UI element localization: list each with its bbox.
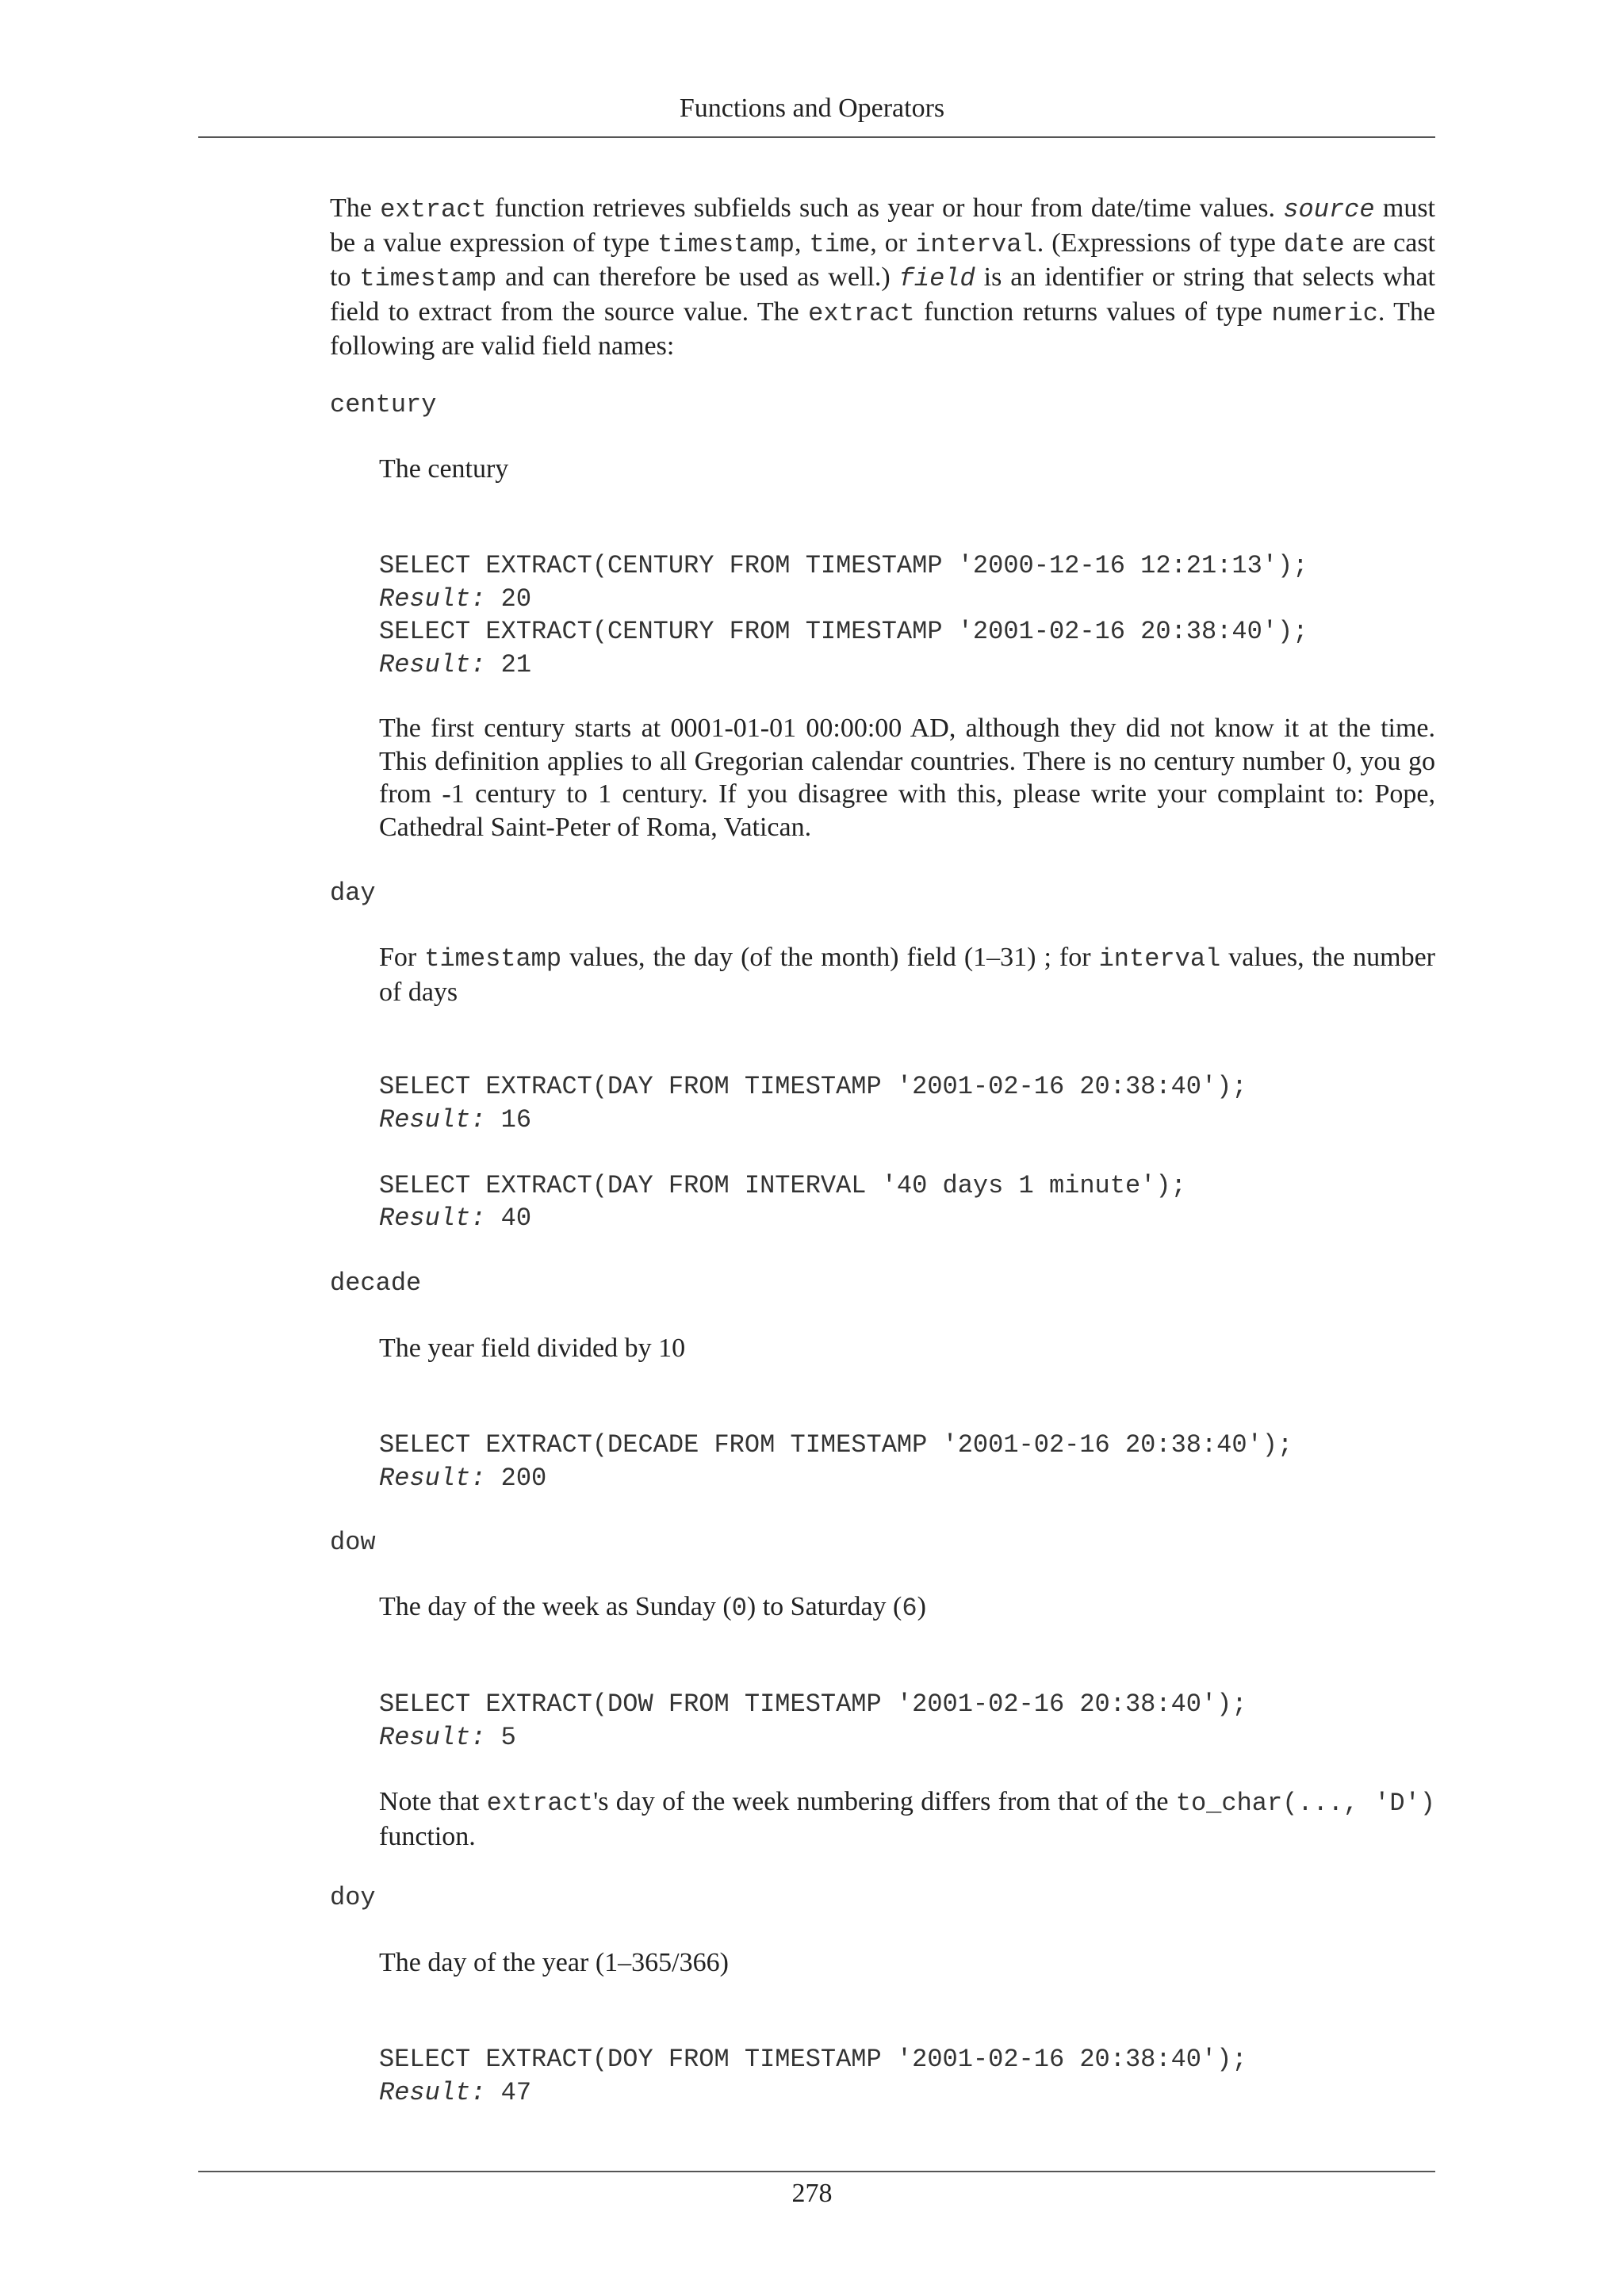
page-number: 278 — [791, 2179, 833, 2208]
example-result: Result: 40 — [379, 1203, 532, 1233]
example-result: Result: 20 — [379, 584, 532, 614]
running-header: Functions and Operators — [679, 94, 945, 123]
example-query: SELECT EXTRACT(DOW FROM TIMESTAMP '2001-02-16 20:38:40'); — [379, 1689, 1247, 1719]
header-rule — [198, 136, 1435, 138]
type-timestamp-2: timestamp — [359, 264, 497, 293]
example-result: Result: 5 — [379, 1722, 516, 1752]
param-field: field — [898, 264, 975, 293]
dow-note: Note that extract's day of the week numbering differs from that of the to_char(..., 'D') function. — [379, 1787, 1436, 1851]
example-result: Result: 200 — [379, 1463, 547, 1493]
example-query: SELECT EXTRACT(DECADE FROM TIMESTAMP '2001-02-16 20:38:40'); — [379, 1430, 1293, 1460]
example-query: SELECT EXTRACT(CENTURY FROM TIMESTAMP '2000-12-16 12:21:13'); — [379, 551, 1308, 580]
example-result: Result: 47 — [379, 2077, 532, 2107]
doy-example — [379, 2043, 1435, 2109]
decade-description: The year field divided by 10 — [379, 1334, 686, 1363]
footer-rule — [198, 2171, 1435, 2172]
type-time: time — [809, 229, 871, 259]
dow-description: The day of the week as Sunday (0) to Saturday (6) — [379, 1592, 926, 1623]
term-decade: decade — [330, 1269, 422, 1298]
term-day: day — [330, 878, 376, 908]
example-query: SELECT EXTRACT(CENTURY FROM TIMESTAMP '2001-02-16 20:38:40'); — [379, 617, 1308, 646]
param-source: source — [1283, 195, 1375, 224]
century-description: The century — [379, 454, 509, 484]
example-query: SELECT EXTRACT(DAY FROM TIMESTAMP '2001-02-16 20:38:40'); — [379, 1072, 1247, 1101]
example-result: Result: 16 — [379, 1104, 532, 1135]
doy-description: The day of the year (1–365/366) — [379, 1948, 729, 1977]
decade-example — [379, 1429, 1435, 1494]
dow-example — [379, 1688, 1435, 1754]
example-query: SELECT EXTRACT(DOY FROM TIMESTAMP '2001-02-16 20:38:40'); — [379, 2045, 1247, 2074]
type-numeric: numeric — [1271, 298, 1378, 328]
example-query: SELECT EXTRACT(DAY FROM INTERVAL '40 days 1 minute'); — [379, 1170, 1186, 1200]
type-timestamp: timestamp — [657, 229, 795, 259]
day-example — [379, 1070, 1435, 1235]
intro-paragraph: The extract function retrieves subfields such as year or hour from date/time values. source must be a value expression of type timestamp, time, or interval. (Expressions of type date are cast to timestamp and can therefore be used as well.) field is an identifier or string that selects what field to extract from the source value. The extract function returns values of type numeric. The following are valid field names: — [330, 193, 1436, 361]
term-dow: dow — [330, 1528, 376, 1557]
type-date: date — [1283, 229, 1345, 259]
term-doy: doy — [330, 1883, 376, 1912]
code-extract-2: extract — [808, 298, 915, 328]
example-result: Result: 21 — [379, 649, 532, 679]
type-interval: interval — [915, 229, 1037, 259]
day-description: For timestamp values, the day (of the month) field (1–31) ; for interval values, the number of days — [379, 943, 1435, 1007]
code-extract: extract — [380, 195, 487, 224]
term-century: century — [330, 390, 437, 419]
century-example — [379, 549, 1435, 681]
century-note: The first century starts at 0001-01-01 00:00:00 AD, although they did not know it at the time. This definition applies to all Gregorian calendar countries. There is no century number 0, you go from -1 century to 1 century. If you disagree with this, please write your complaint to: Pope, Cathedral Saint-Peter of Roma, Vatican. — [379, 714, 1435, 842]
